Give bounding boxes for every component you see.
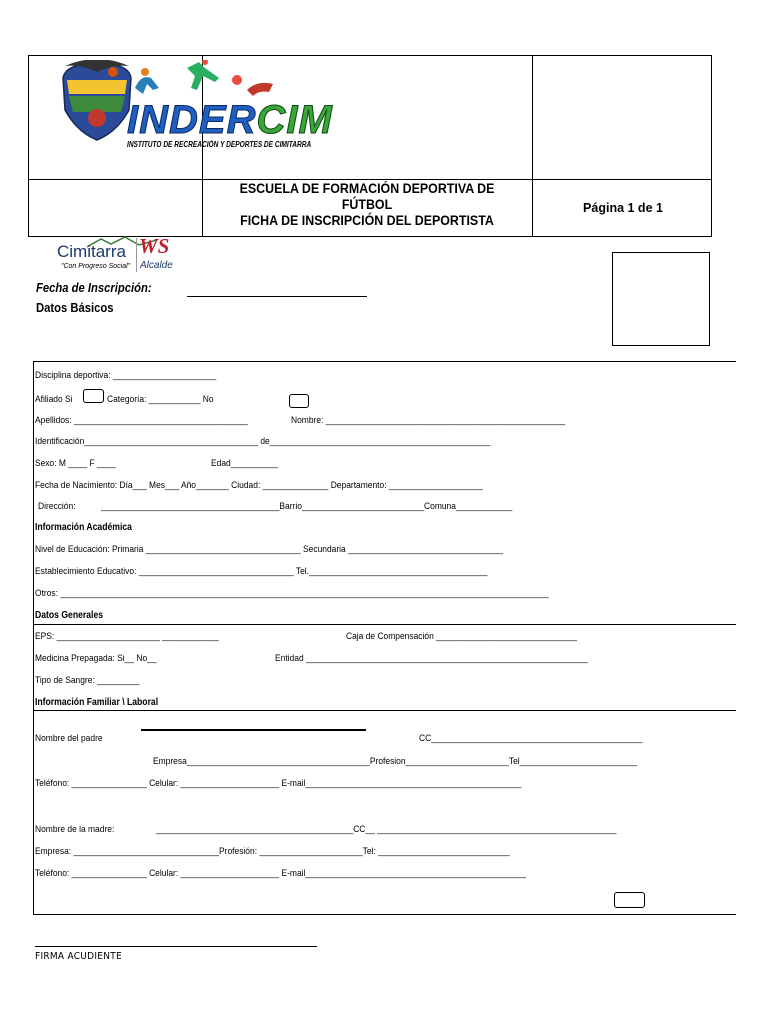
cimitarra-slogan: "Con Progreso Social"	[61, 263, 131, 270]
tipo-sangre-field[interactable]: Tipo de Sangre: _________	[35, 675, 140, 686]
eps-field[interactable]: EPS: ______________________ ____________	[35, 631, 219, 642]
sexo-field[interactable]: Sexo: M ____ F ____	[35, 458, 116, 469]
mayor-role: Alcalde	[140, 260, 173, 271]
establecimiento-field[interactable]: Establecimiento Educativo: _________________________________ Tel.______________________________________	[35, 566, 488, 577]
direccion-field[interactable]: ______________________________________Barrio__________________________Comuna____________	[101, 501, 513, 512]
madre-empresa-field[interactable]: Empresa: _______________________________Profesión: ______________________Tel: ____________________________	[35, 846, 510, 857]
entidad-field[interactable]: Entidad ____________________________________________________________	[275, 653, 588, 664]
indercim-logo	[57, 60, 333, 152]
form-title	[215, 181, 519, 229]
madre-label: Nombre de la madre:	[35, 824, 115, 835]
firma-acudiente-label: FIRMA ACUDIENTE	[35, 951, 122, 962]
disciplina-field[interactable]: Disciplina deportiva: ______________________	[35, 370, 217, 381]
categoria-field[interactable]: Categoría: ___________ No	[107, 394, 214, 405]
title-line-3: FICHA DE INSCRIPCIÓN DEL DEPORTISTA	[240, 213, 494, 228]
info-familiar-heading: Información Familiar \ Laboral	[35, 697, 159, 708]
identificacion-field[interactable]: Identificación_____________________________________ de_______________________________________________	[35, 436, 491, 447]
medicina-prepagada-field[interactable]: Medicina Prepagada: Si__ No__	[35, 653, 157, 664]
padre-name-line	[141, 729, 366, 731]
logo-subtitle: INSTITUTO DE RECREACIÓN Y DEPORTES DE CIMITARRA	[127, 140, 312, 149]
nivel-educacion-field[interactable]: Nivel de Educación: Primaria _________________________________ Secundaria _________________________________	[35, 544, 504, 555]
padre-telefono-field[interactable]: Teléfono: ________________ Celular: _____________________ E-mail______________________________________________	[35, 778, 522, 789]
padre-label: Nombre del padre	[35, 733, 103, 744]
form-divider	[34, 710, 736, 711]
fecha-inscripcion-field[interactable]	[187, 296, 367, 297]
header-divider	[29, 179, 711, 180]
datos-generales-heading: Datos Generales	[35, 610, 104, 621]
form-checkbox[interactable]	[614, 892, 645, 908]
edad-field[interactable]: Edad__________	[211, 458, 278, 469]
photo-box	[612, 252, 710, 346]
datos-basicos-heading: Datos Básicos	[36, 301, 114, 315]
caja-compensacion-field[interactable]: Caja de Compensación ______________________________	[346, 631, 577, 642]
madre-telefono-field[interactable]: Teléfono: ________________ Celular: _____________________ E-mail_______________________________________________	[35, 868, 527, 879]
logo-divider	[136, 238, 137, 272]
cimitarra-name: Cimitarra	[57, 242, 126, 261]
apellidos-field[interactable]: Apellidos: _____________________________________	[35, 415, 248, 426]
title-line-1: ESCUELA DE FORMACIÓN DEPORTIVA DE	[239, 181, 495, 196]
cimitarra-logo	[57, 236, 187, 276]
nombre-field[interactable]: Nombre: ___________________________________________________	[291, 415, 566, 426]
logo-brand-inder: INDER	[127, 98, 257, 142]
madre-name-field[interactable]: __________________________________________CC__ ___________________________________________________	[156, 824, 617, 835]
padre-empresa-field[interactable]: Empresa_______________________________________Profesion______________________Tel_________________________	[153, 756, 638, 767]
header-divider	[532, 56, 533, 236]
padre-cc-field[interactable]: CC_____________________________________________	[419, 733, 643, 744]
section-divider	[33, 624, 736, 625]
page-number: Página 1 de 1	[583, 201, 663, 215]
fecha-nacimiento-field[interactable]: Fecha de Nacimiento: Día___ Mes___ Año_______ Ciudad: ______________ Departamento: ____________________	[35, 480, 483, 491]
header-table	[28, 55, 712, 237]
signature-line[interactable]	[35, 946, 317, 947]
mayor-initials: WS	[139, 234, 170, 258]
info-academica-heading: Información Académica	[35, 522, 132, 533]
otros-field[interactable]: Otros: ________________________________________________________________________________________________________	[35, 588, 549, 599]
afiliado-no-checkbox[interactable]	[289, 394, 309, 408]
afiliado-si-label: Afiliado Si	[35, 394, 73, 405]
fecha-inscripcion-label: Fecha de Inscripción:	[36, 281, 152, 295]
afiliado-si-checkbox[interactable]	[83, 389, 104, 403]
logo-brand-cim: CIM	[256, 98, 333, 142]
title-line-2: FÚTBOL	[341, 197, 393, 212]
direccion-label: Dirección:	[38, 501, 76, 512]
